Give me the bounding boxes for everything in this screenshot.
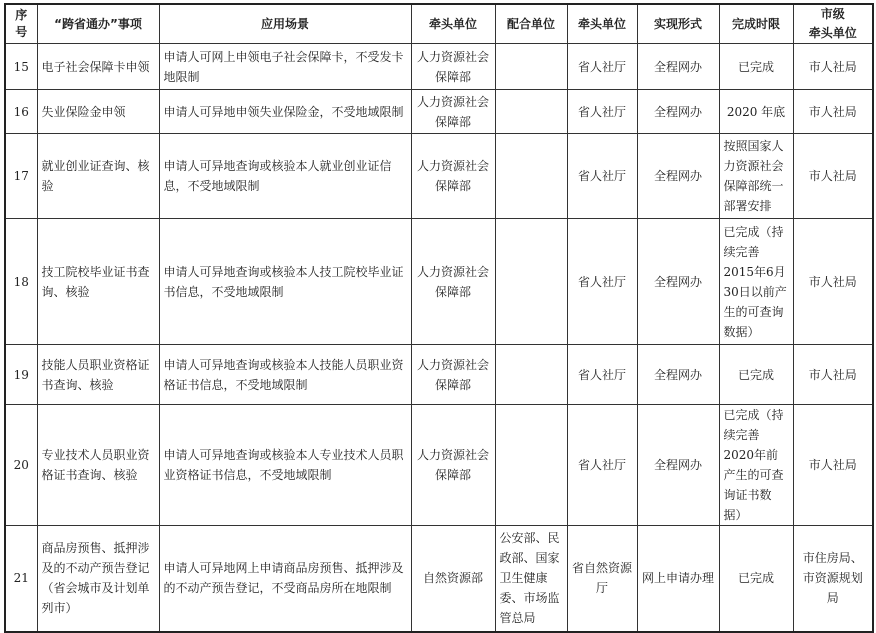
- cell-lead-unit: 人力资源社会保障部: [411, 219, 495, 345]
- cell-scenario: 申请人可异地查询或核验本人技工院校毕业证书信息，不受地域限制: [159, 219, 411, 345]
- cell-form: 全程网办: [637, 345, 719, 405]
- cell-form: 全程网办: [637, 44, 719, 90]
- cell-form: 网上申请办理: [637, 526, 719, 632]
- cell-prov-lead: 省人社厅: [567, 345, 637, 405]
- cell-city-lead: 市人社局: [793, 44, 873, 90]
- cell-coop-unit: [495, 405, 567, 526]
- table-row: [5, 405, 873, 526]
- cell-item: 技工院校毕业证书查询、核验: [37, 219, 159, 345]
- table-row: [5, 44, 873, 90]
- table-row: [5, 219, 873, 345]
- header-scenario: 应用场景: [159, 4, 411, 44]
- cell-coop-unit: [495, 134, 567, 219]
- cell-coop-unit: [495, 90, 567, 134]
- cell-deadline: 已完成: [719, 526, 793, 632]
- cell-item: 就业创业证查询、核验: [37, 134, 159, 219]
- cell-item: 电子社会保障卡申领: [37, 44, 159, 90]
- table-row: [5, 345, 873, 405]
- cell-form: 全程网办: [637, 90, 719, 134]
- header-prov-lead: 牵头单位: [567, 4, 637, 44]
- cell-city-lead: 市人社局: [793, 219, 873, 345]
- header-row: [5, 4, 873, 44]
- cell-item: 商品房预售、抵押涉及的不动产预告登记（省会城市及计划单列市）: [37, 526, 159, 632]
- cell-prov-lead: 省自然资源厅: [567, 526, 637, 632]
- cell-scenario: 申请人可异地申领失业保险金，不受地域限制: [159, 90, 411, 134]
- table-row: [5, 526, 873, 632]
- cell-seq: 20: [5, 405, 37, 526]
- cell-coop-unit: 公安部、民政部、国家卫生健康委、市场监管总局: [495, 526, 567, 632]
- cell-deadline: 已完成（持续完善2020年前产生的可查询证书数据）: [719, 405, 793, 526]
- header-form: 实现形式: [637, 4, 719, 44]
- header-city-lead: 市级 牵头单位: [793, 4, 873, 44]
- cell-deadline: 已完成（持续完善2015年6月30日以前产生的可查询数据）: [719, 219, 793, 345]
- cell-lead-unit: 人力资源社会保障部: [411, 345, 495, 405]
- cell-item: 失业保险金申领: [37, 90, 159, 134]
- header-deadline: 完成时限: [719, 4, 793, 44]
- header-seq: 序号: [5, 4, 37, 44]
- cell-lead-unit: 自然资源部: [411, 526, 495, 632]
- cell-prov-lead: 省人社厅: [567, 219, 637, 345]
- cell-city-lead: 市人社局: [793, 405, 873, 526]
- cell-prov-lead: 省人社厅: [567, 44, 637, 90]
- cell-form: 全程网办: [637, 219, 719, 345]
- cell-city-lead: 市人社局: [793, 90, 873, 134]
- table-row: [5, 90, 873, 134]
- header-item: “跨省通办”事项: [37, 4, 159, 44]
- cell-form: 全程网办: [637, 134, 719, 219]
- cell-scenario: 申请人可异地网上申请商品房预售、抵押涉及的不动产预告登记，不受商品房所在地限制: [159, 526, 411, 632]
- cell-scenario: 申请人可异地查询或核验本人专业技术人员职业资格证书信息，不受地域限制: [159, 405, 411, 526]
- cell-item: 专业技术人员职业资格证书查询、核验: [37, 405, 159, 526]
- cell-form: 全程网办: [637, 405, 719, 526]
- table-row: [5, 134, 873, 219]
- cell-deadline: 已完成: [719, 345, 793, 405]
- cell-seq: 17: [5, 134, 37, 219]
- cell-scenario: 申请人可异地查询或核验本人就业创业证信息，不受地域限制: [159, 134, 411, 219]
- cell-seq: 16: [5, 90, 37, 134]
- header-coop-unit: 配合单位: [495, 4, 567, 44]
- cell-coop-unit: [495, 345, 567, 405]
- cell-seq: 18: [5, 219, 37, 345]
- cell-lead-unit: 人力资源社会保障部: [411, 44, 495, 90]
- cell-lead-unit: 人力资源社会保障部: [411, 90, 495, 134]
- cell-lead-unit: 人力资源社会保障部: [411, 405, 495, 526]
- cell-city-lead: 市人社局: [793, 345, 873, 405]
- cell-seq: 21: [5, 526, 37, 632]
- cell-lead-unit: 人力资源社会保障部: [411, 134, 495, 219]
- cell-item: 技能人员职业资格证书查询、核验: [37, 345, 159, 405]
- cell-scenario: 申请人可网上申领电子社会保障卡，不受发卡地限制: [159, 44, 411, 90]
- header-lead-unit: 牵头单位: [411, 4, 495, 44]
- cell-deadline: 已完成: [719, 44, 793, 90]
- cell-seq: 19: [5, 345, 37, 405]
- cell-seq: 15: [5, 44, 37, 90]
- cell-prov-lead: 省人社厅: [567, 90, 637, 134]
- cell-city-lead: 市人社局: [793, 134, 873, 219]
- cell-city-lead: 市住房局、市资源规划局: [793, 526, 873, 632]
- cell-coop-unit: [495, 44, 567, 90]
- cross-province-services-table: [4, 3, 874, 633]
- cell-deadline: 2020 年底: [719, 90, 793, 134]
- cell-scenario: 申请人可异地查询或核验本人技能人员职业资格证书信息，不受地域限制: [159, 345, 411, 405]
- cell-coop-unit: [495, 219, 567, 345]
- cell-prov-lead: 省人社厅: [567, 405, 637, 526]
- cell-prov-lead: 省人社厅: [567, 134, 637, 219]
- cell-deadline: 按照国家人力资源社会保障部统一部署安排: [719, 134, 793, 219]
